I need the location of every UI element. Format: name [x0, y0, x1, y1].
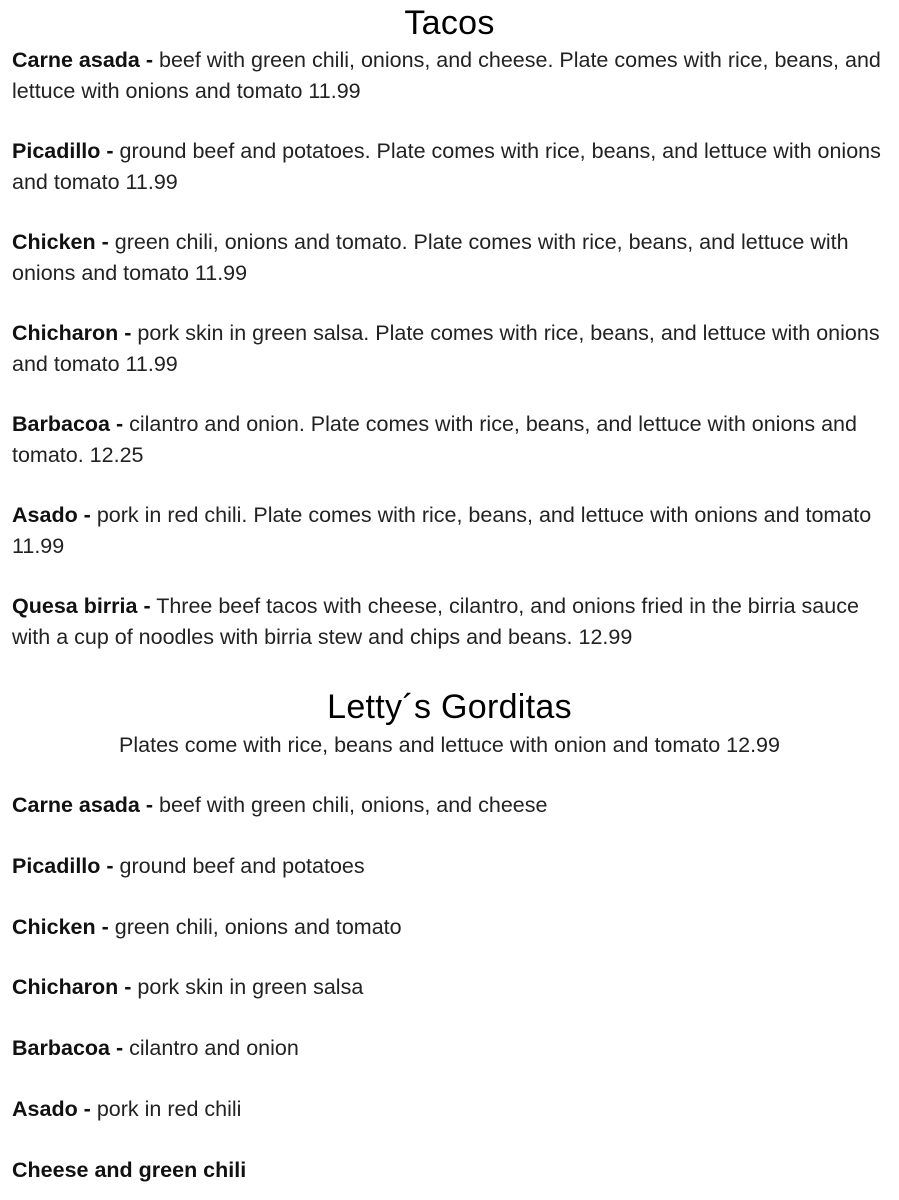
item-description: pork skin in green salsa. Plate comes with rice, beans, and lettuce with onions and tomato 11.99: [12, 321, 880, 376]
gordita-item-chicken: [12, 912, 887, 943]
item-description: pork skin in green salsa: [131, 975, 364, 999]
item-description: pork in red chili. Plate comes with rice, beans, and lettuce with onions and tomato 11.99: [12, 503, 872, 558]
gordita-item-barbacoa: [12, 1033, 887, 1064]
taco-item-carne-asada: [12, 45, 887, 106]
item-name: Chicharon -: [12, 321, 132, 345]
taco-item-quesa-birria: [12, 591, 887, 652]
item-name: Chicharon -: [12, 975, 132, 999]
gordita-item-picadillo: [12, 851, 887, 882]
gordita-item-carne-asada: [12, 790, 887, 821]
gorditas-section-title: Letty´s Gorditas: [327, 688, 572, 726]
gordita-item-chicharon: [12, 972, 887, 1003]
item-name: Carne asada -: [12, 793, 154, 817]
item-description: Three beef tacos with cheese, cilantro, and onions fried in the birria sauce with a cup of noodles with birria stew and chips and beans. 12.99: [12, 594, 859, 649]
item-description: pork in red chili: [90, 1097, 242, 1121]
item-description: cilantro and onion: [123, 1036, 299, 1060]
item-name: Cheese and green chili: [12, 1158, 247, 1182]
item-name: Carne asada -: [12, 48, 154, 72]
item-name: Picadillo -: [12, 854, 114, 878]
taco-item-chicharon: [12, 318, 887, 379]
item-description: cilantro and onion. Plate comes with rice, beans, and lettuce with onions and tomato. 12.25: [12, 412, 857, 467]
item-description: ground beef and potatoes. Plate comes with rice, beans, and lettuce with onions and tomato 11.99: [12, 139, 881, 194]
taco-item-chicken: [12, 227, 887, 288]
gordita-item-cheese-green-chili: [12, 1155, 887, 1186]
item-name: Quesa birria -: [12, 594, 151, 618]
item-description: green chili, onions and tomato. Plate comes with rice, beans, and lettuce with onions and tomato 11.99: [12, 230, 849, 285]
gorditas-subtitle: Plates come with rice, beans and lettuce with onion and tomato 12.99: [119, 733, 780, 757]
item-name: Chicken -: [12, 915, 109, 939]
item-name: Asado -: [12, 1097, 91, 1121]
taco-item-barbacoa: [12, 409, 887, 470]
taco-item-picadillo: [12, 136, 887, 197]
item-name: Chicken -: [12, 230, 109, 254]
item-name: Barbacoa -: [12, 412, 124, 436]
item-description: green chili, onions and tomato: [108, 915, 402, 939]
gordita-item-asado: [12, 1094, 887, 1125]
item-description: beef with green chili, onions, and cheese. Plate comes with rice, beans, and lettuce with onions and tomato 11.99: [12, 48, 881, 103]
tacos-section-title: Tacos: [404, 4, 495, 42]
item-description: ground beef and potatoes: [113, 854, 365, 878]
item-name: Barbacoa -: [12, 1036, 124, 1060]
taco-item-asado: [12, 500, 887, 561]
item-name: Asado -: [12, 503, 91, 527]
item-description: beef with green chili, onions, and cheese: [153, 793, 548, 817]
item-name: Picadillo -: [12, 139, 114, 163]
